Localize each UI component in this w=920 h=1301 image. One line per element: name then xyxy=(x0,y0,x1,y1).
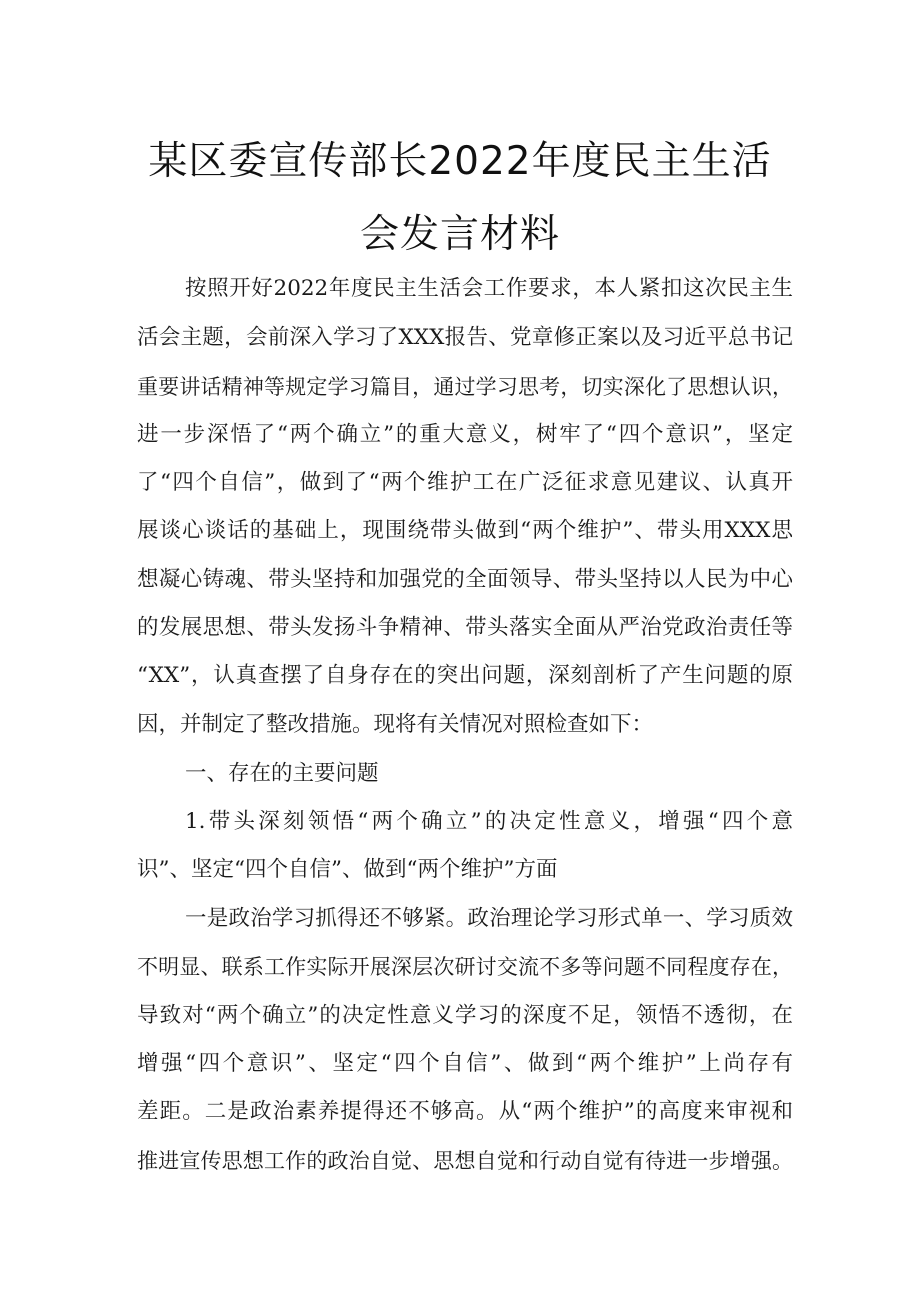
section-heading: 一、存在的主要问题 xyxy=(185,761,379,786)
body-line: 一是政治学习抓得还不够紧。政治理论学习形式单一、学习质效 xyxy=(185,906,793,931)
intro-line: 进一步深悟了“两个确立”的重大意义，树牢了“四个意识”，坚定 xyxy=(137,422,793,447)
subsection-heading-line: 识”、坚定“四个自信”、做到“两个维护”方面 xyxy=(137,857,558,882)
intro-line: “XX”，认真查摆了自身存在的突出问题，深刻剖析了产生问题的原 xyxy=(137,663,793,688)
intro-line: 活会主题，会前深入学习了XXX报告、党章修正案以及习近平总书记 xyxy=(137,325,793,350)
document-title-line-2: 会发言材料 xyxy=(359,212,560,257)
body-line: 不明显、联系工作实际开展深层次研讨交流不多等问题不同程度存在， xyxy=(137,955,793,979)
intro-line: 展谈心谈话的基础上，现围绕带头做到“两个维护”、带头用XXX思 xyxy=(137,518,793,543)
subsection-heading-line: 1.带头深刻领悟“两个确立”的决定性意义，增强“四个意 xyxy=(185,809,793,834)
body-line: 推进宣传思想工作的政治自觉、思想自觉和行动自觉有待进一步增强。 xyxy=(137,1149,793,1173)
document-title-line-1: 某区委宣传部长2022年度民主生活 xyxy=(148,139,772,184)
intro-line: 了“四个自信”，做到了“两个维护工在广泛征求意见建议、认真开 xyxy=(137,470,793,495)
body-line: 差距。二是政治素养提得还不够高。从“两个维护”的高度来审视和 xyxy=(137,1099,793,1124)
intro-line: 重要讲话精神等规定学习篇目，通过学习思考，切实深化了思想认识， xyxy=(137,375,793,399)
intro-line: 想凝心铸魂、带头坚持和加强党的全面领导、带头坚持以人民为中心 xyxy=(137,567,793,592)
intro-line: 因，并制定了整改措施。现将有关情况对照检查如下： xyxy=(137,712,654,737)
body-line: 导致对“两个确立”的决定性意义学习的深度不足，领悟不透彻，在 xyxy=(137,1003,793,1028)
intro-line: 按照开好2022年度民主生活会工作要求，本人紧扣这次民主生 xyxy=(185,276,793,301)
intro-line: 的发展思想、带头发扬斗争精神、带头落实全面从严治党政治责任等 xyxy=(137,615,793,640)
body-line: 增强“四个意识”、坚定“四个自信”、做到“两个维护”上尚存有 xyxy=(137,1051,793,1076)
